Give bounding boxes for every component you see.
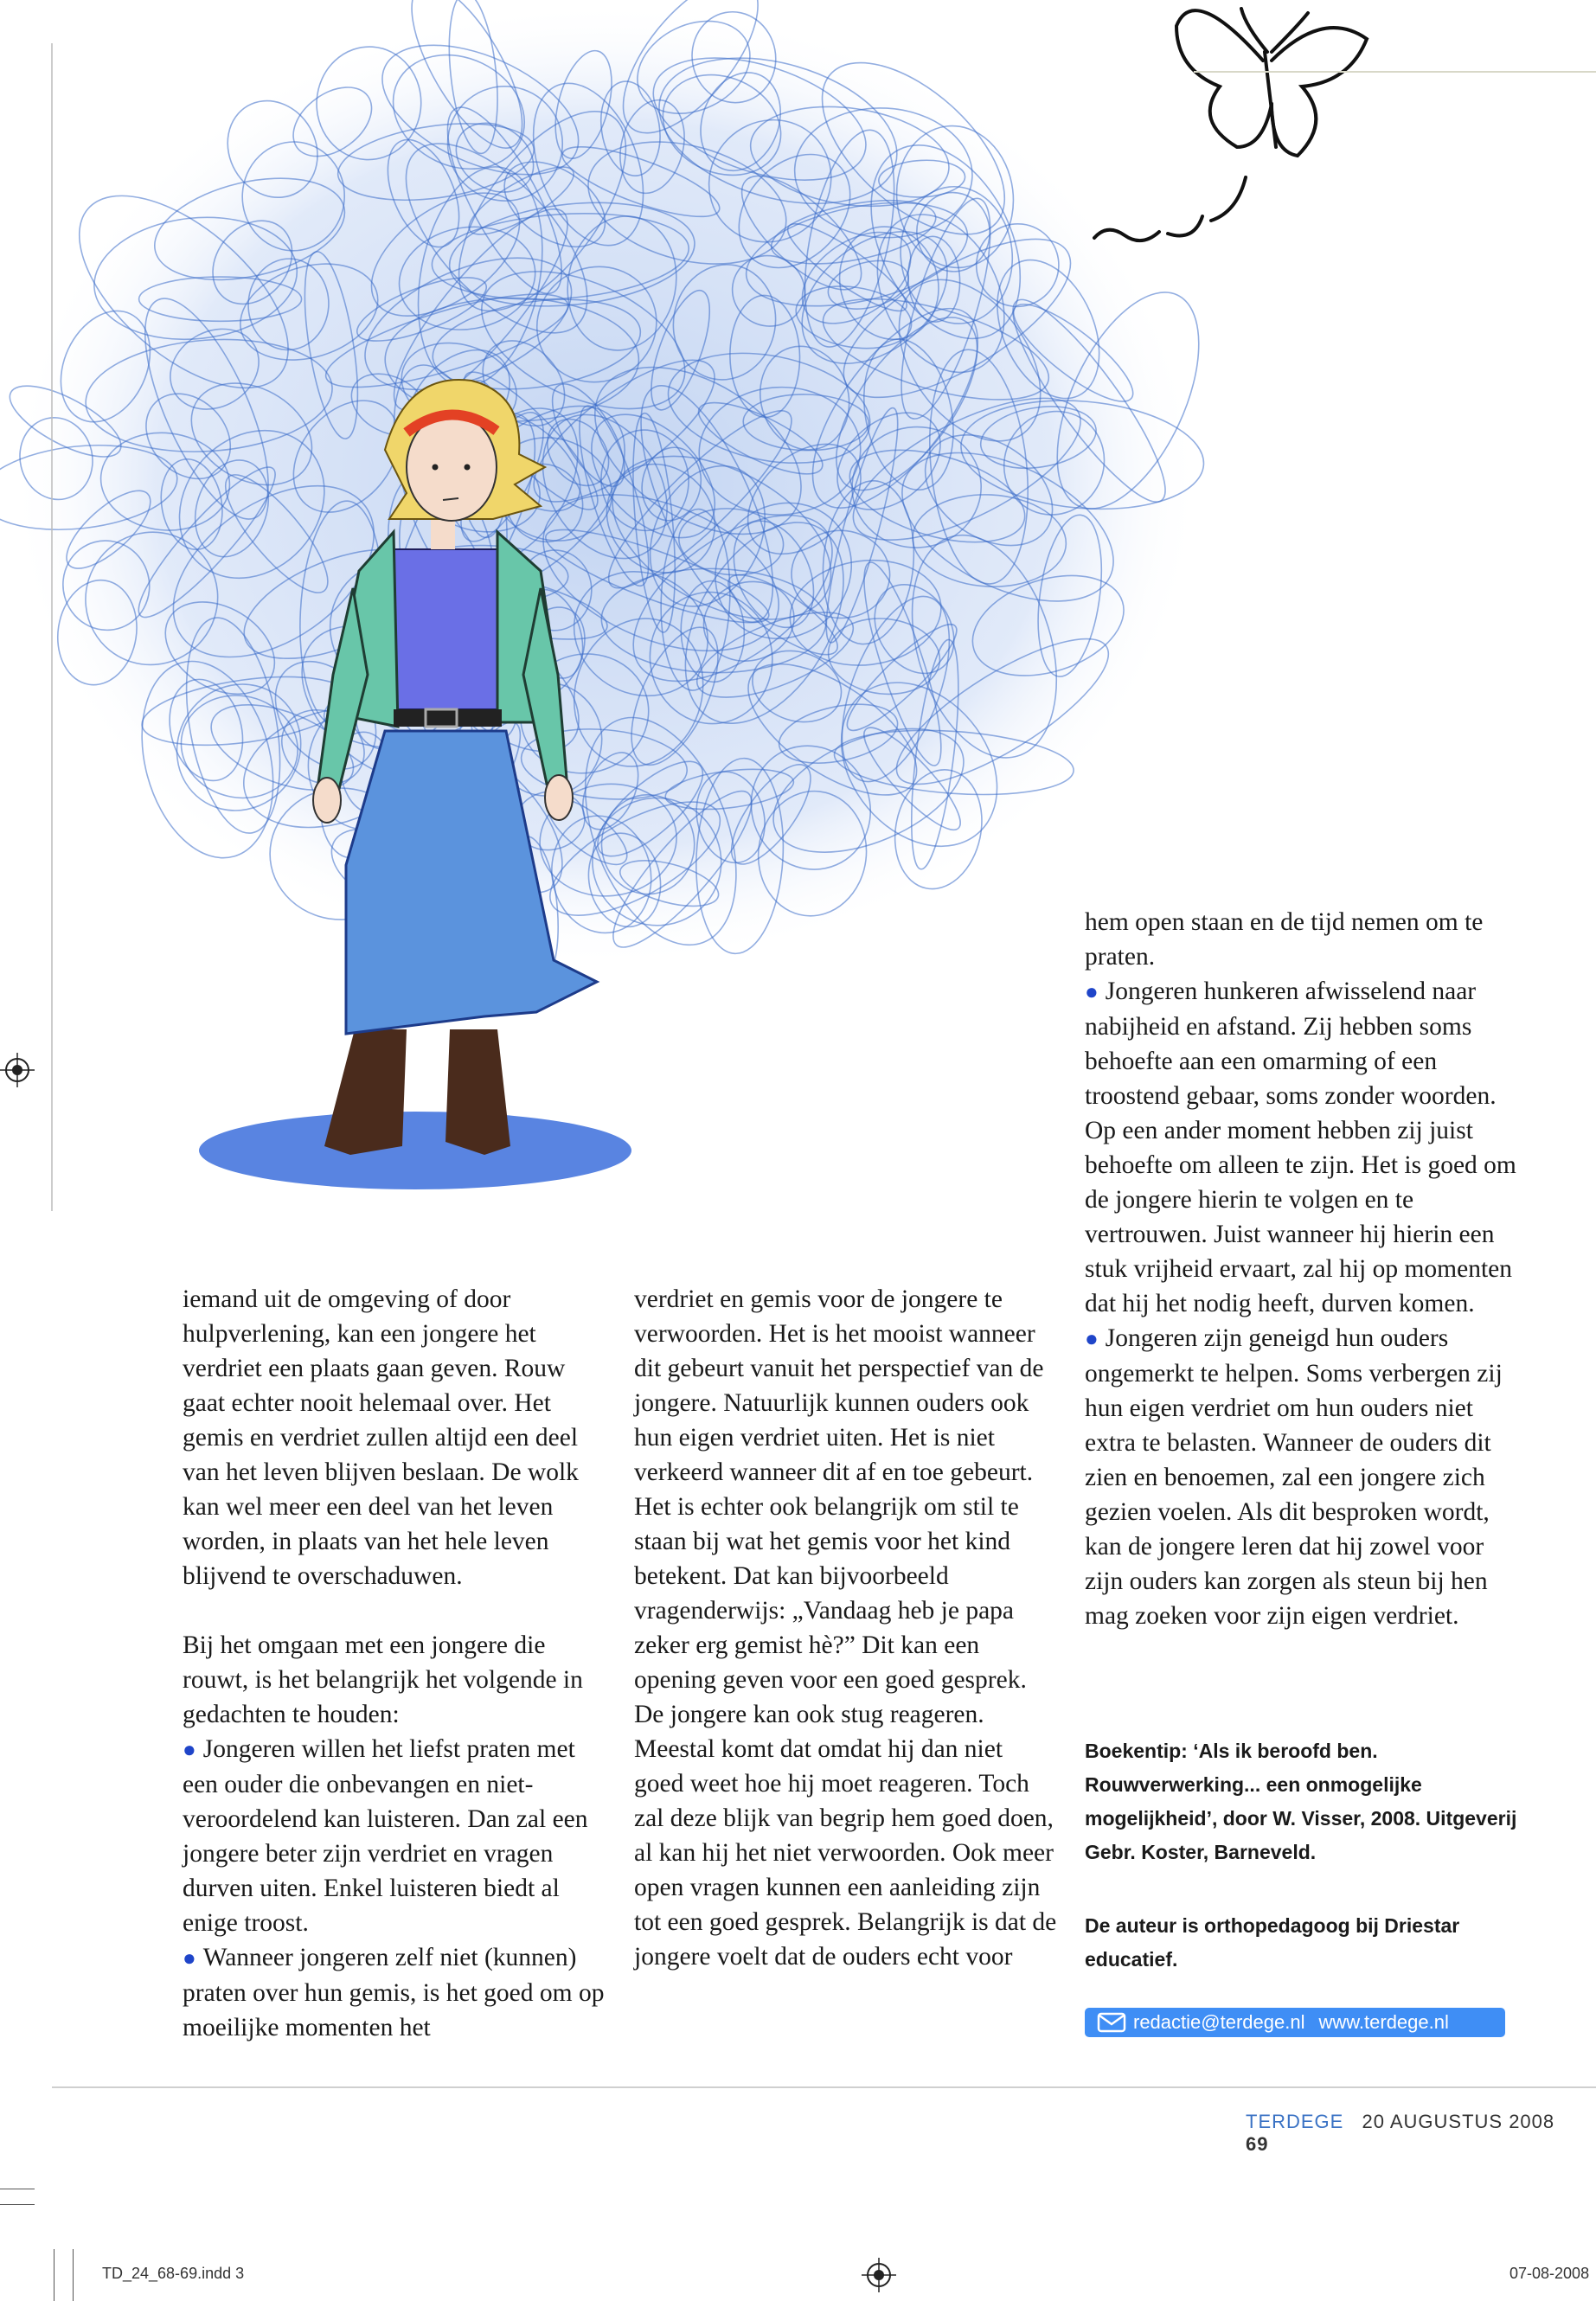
paragraph: verdriet en gemis voor de jongere te verwoorden. Het is het mooist wanneer dit gebeurt vanuit het perspectief van de jongere. Natuurlijk kunnen ouders ook hun eigen verdriet uiten. Het is niet verkeerd wanneer dit af en toe gebeurt. Het is echter ook belangrijk om stil te staan bij wat het gemis voor het kind betekent. Dat kan bijvoorbeeld vragenderwijs: „Vandaag heb je papa zeker erg gemist hè?” Dit kan een opening geven voor een goed gesprek. bbox=[634, 1285, 1044, 1694]
bullet-item bbox=[1085, 974, 1526, 1321]
column-3 bbox=[1085, 905, 1526, 1633]
crop-mark bbox=[73, 2249, 74, 2301]
registration-mark-icon bbox=[862, 2258, 896, 2292]
slug-date: 07-08-2008 bbox=[1509, 2265, 1590, 2282]
paragraph: De jongere kan ook stug reageren. Meestal komt dat omdat hij dan niet goed weet hoe hij moet reageren. Toch zal deze blijk van begrip hem goed doen, al kan hij het niet verwoorden. Ook meer open vragen kunnen een aanleiding zijn tot een goed gesprek. Belangrijk is dat de jongere voelt dat de ouders echt voor bbox=[634, 1701, 1057, 1971]
author-note: De auteur is orthopedagoog bij Driestar educatief. bbox=[1085, 1914, 1460, 1971]
bullet-text: Jongeren willen het liefst praten met een ouder die onbevangen en niet-veroordelend kan luisteren. Dan zal een jongere beter zijn verdriet en vragen durven uiten. Enkel luisteren biedt al enige troost. bbox=[183, 1735, 588, 1937]
bullet-item bbox=[1085, 1321, 1526, 1633]
bottom-rule bbox=[52, 2086, 1596, 2088]
bullet-icon: ● bbox=[1085, 979, 1099, 1004]
registration-mark-icon bbox=[0, 1053, 35, 1087]
paragraph: hem open staan en de tijd nemen om te praten. bbox=[1085, 908, 1484, 971]
bullet-item bbox=[183, 1732, 606, 1940]
issue-date: 20 AUGUSTUS 2008 bbox=[1362, 2111, 1555, 2132]
website-link[interactable]: www.terdege.nl bbox=[1318, 2011, 1449, 2033]
bullet-text: Jongeren hunkeren afwisselend naar nabijheid en afstand. Zij hebben soms behoefte aan een omarming of een troostend gebaar, soms zonder woorden. Op een ander moment hebben zij juist behoefte om alleen te zijn. Het is goed om de jongere hierin te volgen en te vertrouwen. Juist wanneer hij hierin een stuk vrijheid ervaart, zal hij op momenten dat hij het nodig heeft, durven komen. bbox=[1085, 977, 1516, 1317]
email-link[interactable]: redactie@terdege.nl bbox=[1133, 2011, 1305, 2033]
slug-filename: TD_24_68-69.indd 3 bbox=[102, 2265, 245, 2282]
butterfly-icon bbox=[1094, 9, 1367, 240]
crop-mark bbox=[0, 2204, 35, 2205]
contact-bar bbox=[1085, 2008, 1505, 2037]
paragraph: Bij het omgaan met een jongere die rouwt, is het belangrijk het volgende in gedachten te houden: bbox=[183, 1631, 583, 1728]
bullet-icon: ● bbox=[183, 1945, 196, 1971]
page-footer bbox=[1246, 2111, 1596, 2156]
column-1 bbox=[183, 1282, 606, 2045]
bullet-item bbox=[183, 1940, 606, 2045]
bullet-icon: ● bbox=[1085, 1326, 1099, 1351]
book-tip: Boekentip: ‘Als ik beroofd ben. Rouwverwerking... een onmogelijke mogelijkheid’, door W. Visser, 2008. Uitgeverij Gebr. Koster, Barneveld. bbox=[1085, 1740, 1517, 1863]
paragraph: iemand uit de omgeving of door hulpverlening, kan een jongere het verdriet een plaats gaan geven. Rouw gaat echter nooit helemaal over. Het gemis en verdriet zullen altijd een deel van het leven blijven beslaan. De wolk kan wel meer een deel van het leven worden, in plaats van het hele leven blijvend te overschaduwen. bbox=[183, 1285, 579, 1590]
top-rule bbox=[1194, 71, 1596, 73]
column-2 bbox=[634, 1282, 1058, 1974]
bullet-text: Jongeren zijn geneigd hun ouders ongemerkt te helpen. Soms verbergen zij hun eigen verdriet om hun ouders niet extra te belasten. Wanneer de ouders dit zien en benoemen, zal een jongere zich gezien voelen. Als dit besproken wordt, kan de jongere leren dat hij zowel voor zijn ouders kan zorgen als steun bij hen mag zoeken voor zijn eigen verdriet. bbox=[1085, 1324, 1503, 1630]
mail-icon bbox=[1097, 2012, 1126, 2033]
page-number: 69 bbox=[1246, 2133, 1269, 2155]
bullet-icon: ● bbox=[183, 1737, 196, 1762]
scribble-cloud bbox=[0, 0, 1228, 1001]
bullet-text: Wanneer jongeren zelf niet (kunnen) praten over hun gemis, is het goed om op moeilijke momenten het bbox=[183, 1944, 605, 2041]
magazine-name: TERDEGE bbox=[1246, 2111, 1344, 2132]
